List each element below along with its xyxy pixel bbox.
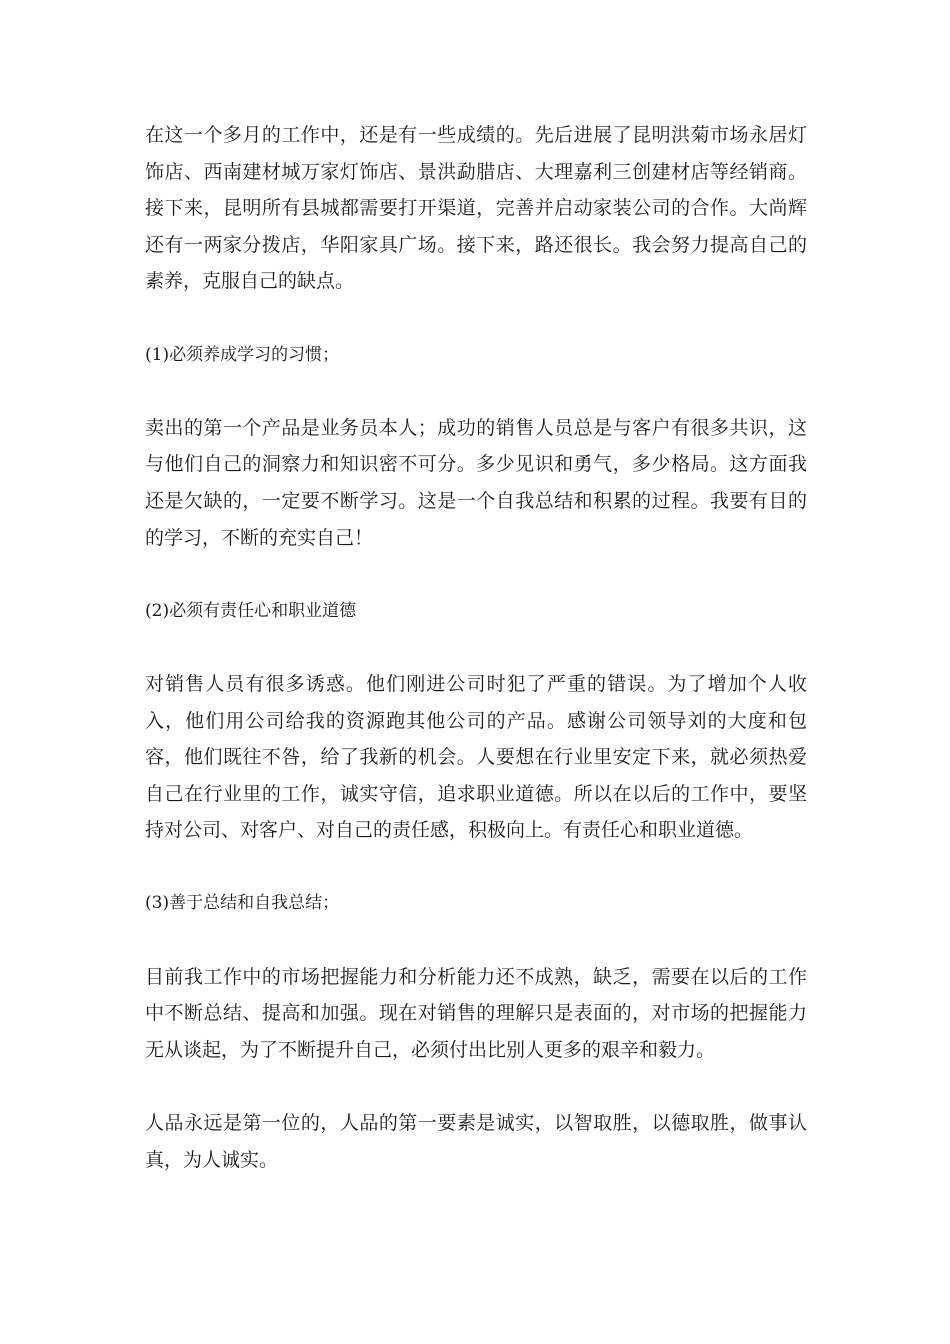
heading-responsibility: (2)必须有责任心和职业道德 (145, 600, 357, 621)
paragraph-learning: 卖出的第一个产品是业务员本人；成功的销售人员总是与客户有很多共识，这与他们自己的洞察力和知识密不可分。多少见识和勇气，多少格局。这方面我还是欠缺的，一定要不断学习。这是一个自我总结和积累的过程。我要有目的的学习，不断的充实自己！ (145, 416, 807, 549)
paragraph-summarize: 目前我工作中的市场把握能力和分析能力还不成熟，缺乏，需要在以后的工作中不断总结、提高和加强。现在对销售的理解只是表面的，对市场的把握能力无从谈起，为了不断提升自己，必须付出比别人更多的艰辛和毅力。 (145, 965, 807, 1061)
heading-learning-habit: (1)必须养成学习的习惯； (145, 344, 340, 365)
paragraph-responsibility: 对销售人员有很多诱惑。他们刚进公司时犯了严重的错误。为了增加个人收入，他们用公司给我的资源跑其他公司的产品。感谢公司领导刘的大度和包容，他们既往不咎，给了我新的机会。人要想在行业里安定下来，就必须热爱自己在行业里的工作，诚实守信，追求职业道德。所以在以后的工作中，要坚持对公司、对客户、对自己的责任感，积极向上。有责任心和职业道德。 (145, 672, 807, 842)
document-body (145, 117, 807, 1215)
paragraph-character: 人品永远是第一位的，人品的第一要素是诚实，以智取胜，以德取胜，做事认真，为人诚实。 (145, 1112, 807, 1171)
heading-summarize: (3)善于总结和自我总结； (145, 893, 340, 914)
paragraph-achievements: 在这一个多月的工作中，还是有一些成绩的。先后进展了昆明洪菊市场永居灯饰店、西南建材城万家灯饰店、景洪勐腊店、大理嘉利三创建材店等经销商。接下来，昆明所有县城都需要打开渠道，完善并启动家装公司的合作。大尚辉还有一两家分拨店，华阳家具广场。接下来，路还很长。我会努力提高自己的素养，克服自己的缺点。 (145, 124, 807, 293)
